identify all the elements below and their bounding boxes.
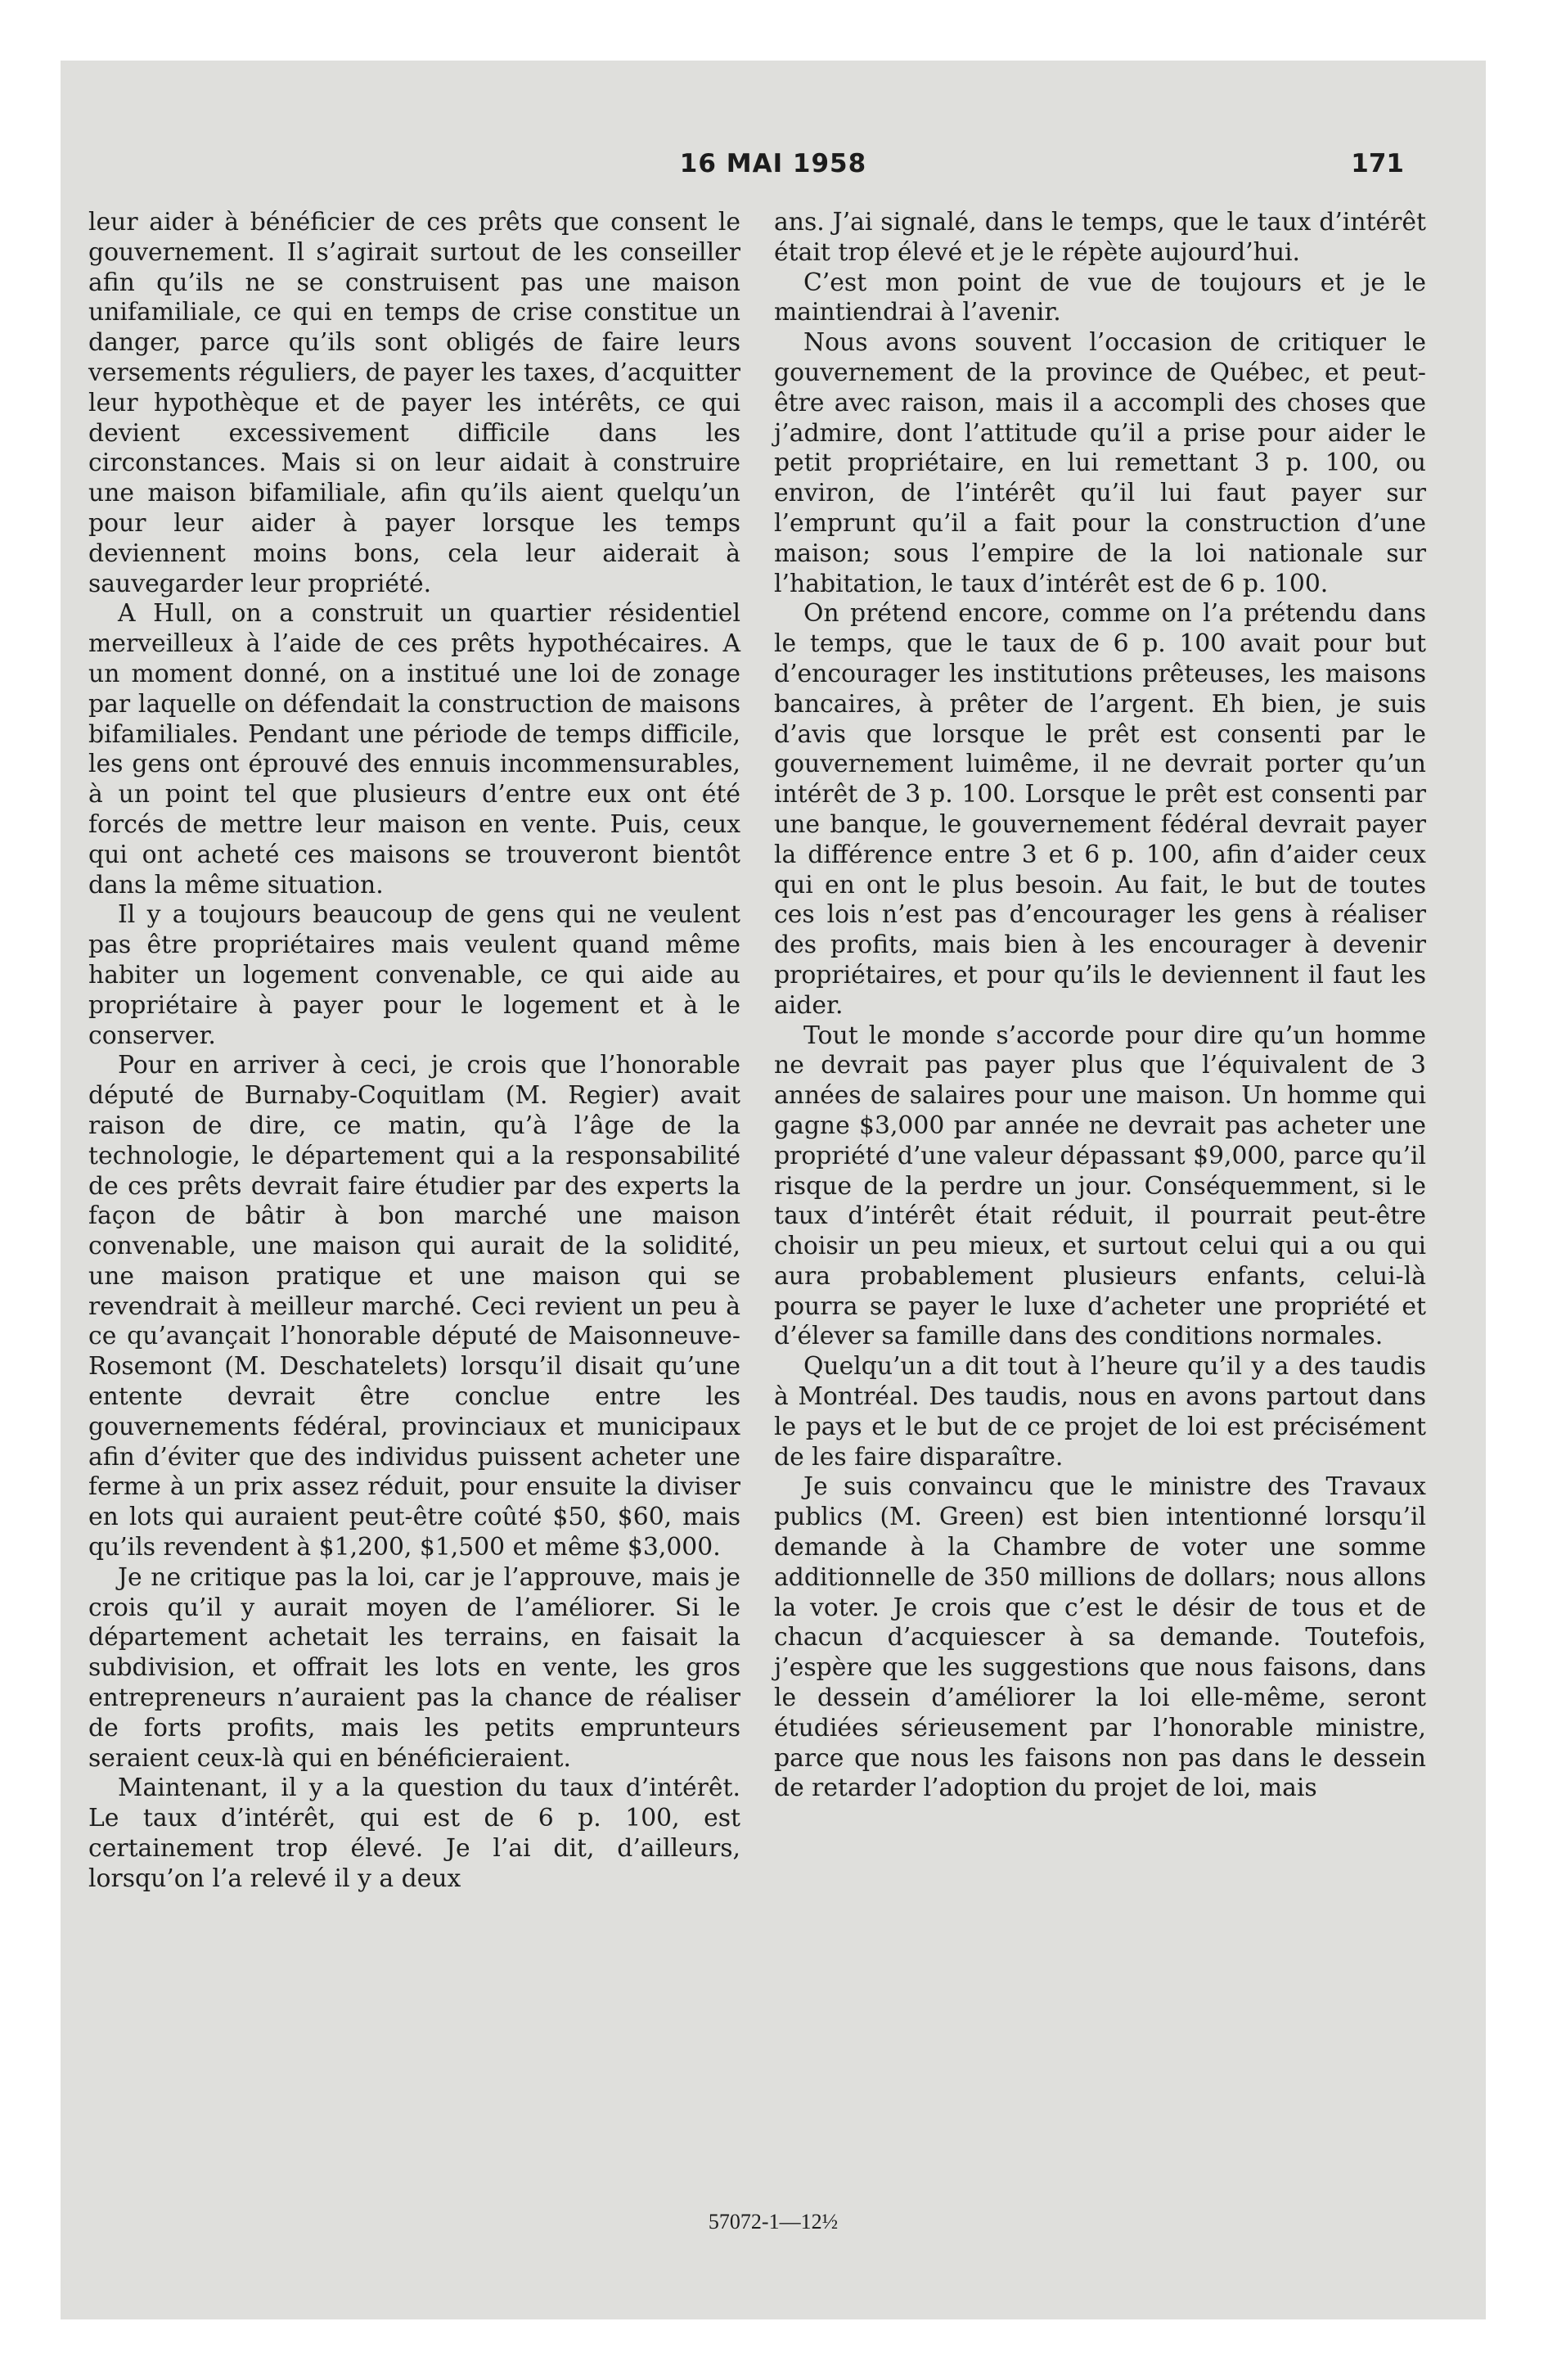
left-column: [88, 208, 740, 1895]
document-page: [61, 61, 1486, 2319]
paragraph: ans. J’ai signalé, dans le temps, que le taux d’intérêt était trop élevé et je le répète aujourd’hui.: [774, 208, 1426, 267]
paragraph: Nous avons souvent l’occasion de critiquer le gouvernement de la province de Québec, et peut-être avec raison, mais il a accompli des choses que j’admire, dont l’attitude qu’il a prise pour aider le petit propriétaire, en lui remettant 3 p. 100, ou environ, de l’intérêt qu’il lui faut payer sur l’emprunt qu’il a fait pour la construction d’une maison; sous l’empire de la loi nationale sur l’habitation, le taux d’intérêt est de 6 p. 100.: [774, 328, 1426, 598]
paragraph: Tout le monde s’accorde pour dire qu’un homme ne devrait pas payer plus que l’équivalent de 3 années de salaires pour une maison. Un homme qui gagne $3,000 par année ne devrait pas acheter une propriété d’une valeur dépassant $9,000, parce qu’il risque de la perdre un jour. Conséquemment, si le taux d’intérêt était réduit, il pourrait peut-être choisir un peu mieux, et surtout celui qui a ou qui aura probablement plusieurs enfants, celui-là pourra se payer le luxe d’acheter une propriété et d’élever sa famille dans des conditions normales.: [774, 1021, 1426, 1351]
page-number: 171: [1351, 149, 1404, 178]
paragraph: On prétend encore, comme on l’a prétendu dans le temps, que le taux de 6 p. 100 avait pour but d’encourager les institutions prêteuses, les maisons bancaires, à prêter de l’argent. Eh bien, je suis d’avis que lorsque le prêt est consenti par le gouvernement luimême, il ne devrait porter qu’un intérêt de 3 p. 100. Lorsque le prêt est consenti par une banque, le gouvernement fédéral devrait payer la différence entre 3 et 6 p. 100, afin d’aider ceux qui en ont le plus besoin. Au fait, le but de toutes ces lois n’est pas d’encourager les gens à réaliser des profits, mais bien à les encourager à devenir propriétaires, et pour qu’ils le deviennent il faut les aider.: [774, 599, 1426, 1020]
header-date: 16 MAI 1958: [679, 149, 867, 178]
paragraph: Maintenant, il y a la question du taux d’intérêt. Le taux d’intérêt, qui est de 6 p. 100, est certainement trop élevé. Je l’ai dit, d’ailleurs, lorsqu’on l’a relevé il y a deux: [88, 1774, 740, 1893]
paragraph: Pour en arriver à ceci, je crois que l’honorable député de Burnaby-Coquitlam (M. Regier) avait raison de dire, ce matin, qu’à l’âge de la technologie, le département qui a la responsabilité de ces prêts devrait faire étudier par des experts la façon de bâtir à bon marché une maison convenable, une maison qui aurait de la solidité, une maison pratique et une maison qui se revendrait à meilleur marché. Ceci revient un peu à ce qu’avançait l’honorable député de Maisonneuve-Rosemont (M. Deschatelets) lorsqu’il disait qu’une entente devrait être conclue entre les gouvernements fédéral, provinciaux et municipaux afin d’éviter que des individus puissent acheter une ferme à un prix assez réduit, pour ensuite la diviser en lots qui auraient peut-être coûté $50, $60, mais qu’ils revendent à $1,200, $1,500 et même $3,000.: [88, 1051, 740, 1562]
page-header: [142, 149, 1404, 185]
paragraph: Je suis convaincu que le ministre des Travaux publics (M. Green) est bien intentionné lorsqu’il demande à la Chambre de voter une somme additionnelle de 350 millions de dollars; nous allons la voter. Je crois que c’est le désir de tous et de chacun d’acquiescer à sa demande. Toutefois, j’espère que les suggestions que nous faisons, dans le dessein d’améliorer la loi elle-même, seront étudiées sérieusement par l’honorable ministre, parce que nous les faisons non pas dans le dessein de retarder l’adoption du projet de loi, mais: [774, 1472, 1426, 1803]
paragraph: leur aider à bénéficier de ces prêts que consent le gouvernement. Il s’agirait surtout de les conseiller afin qu’ils ne se construisent pas une maison unifamiliale, ce qui en temps de crise constitue un danger, parce qu’ils sont obligés de faire leurs versements réguliers, de payer les taxes, d’acquitter leur hypothèque et de payer les intérêts, ce qui devient excessivement difficile dans les circonstances. Mais si on leur aidait à construire une maison bifamiliale, afin qu’ils aient quelqu’un pour leur aider à payer lorsque les temps deviennent moins bons, cela leur aiderait à sauvegarder leur propriété.: [88, 208, 740, 598]
right-column: [774, 208, 1426, 1804]
paragraph: Quelqu’un a dit tout à l’heure qu’il y a des taudis à Montréal. Des taudis, nous en avons partout dans le pays et le but de ce projet de loi est précisément de les faire disparaître.: [774, 1352, 1426, 1472]
paragraph: A Hull, on a construit un quartier résidentiel merveilleux à l’aide de ces prêts hypothécaires. A un moment donné, on a institué une loi de zonage par laquelle on défendait la construction de maisons bifamiliales. Pendant une période de temps difficile, les gens ont éprouvé des ennuis incommensurables, à un point tel que plusieurs d’entre eux ont été forcés de mettre leur maison en vente. Puis, ceux qui ont acheté ces maisons se trouveront bientôt dans la même situation.: [88, 599, 740, 899]
paragraph: Je ne critique pas la loi, car je l’approuve, mais je crois qu’il y aurait moyen de l’améliorer. Si le département achetait les terrains, en faisait la subdivision, et offrait les lots en vente, les gros entrepreneurs n’auraient pas la chance de réaliser de forts profits, mais les petits emprunteurs seraient ceux-là qui en bénéficieraient.: [88, 1562, 740, 1773]
paragraph: Il y a toujours beaucoup de gens qui ne veulent pas être propriétaires mais veulent quand même habiter un logement convenable, ce qui aide au propriétaire à payer pour le logement et à le conserver.: [88, 900, 740, 1050]
printer-signature: 57072-1—12½: [708, 2210, 839, 2234]
paragraph: C’est mon point de vue de toujours et je le maintiendrai à l’avenir.: [774, 268, 1426, 327]
